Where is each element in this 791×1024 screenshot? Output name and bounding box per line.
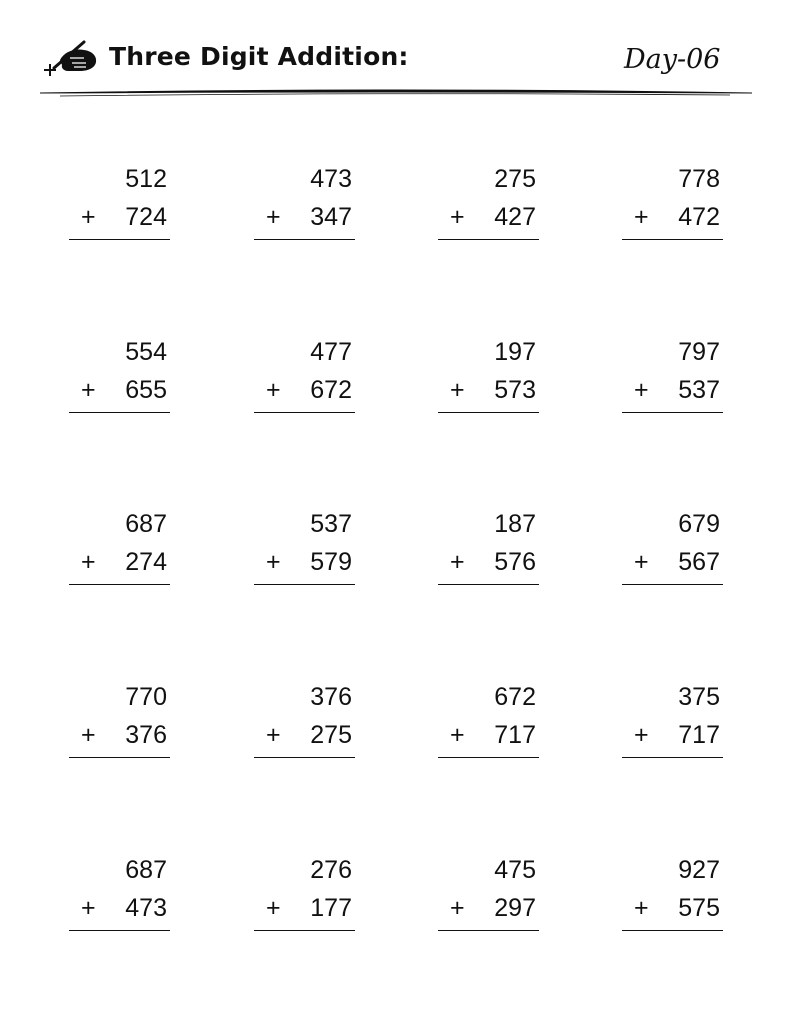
bottom-addend: 579 xyxy=(310,548,352,576)
answer-line xyxy=(438,930,539,931)
addition-problem xyxy=(254,682,364,772)
bottom-addend: 347 xyxy=(310,203,352,231)
bottom-addend: 576 xyxy=(494,548,536,576)
answer-line xyxy=(69,412,170,413)
addition-problem xyxy=(438,164,548,254)
answer-line xyxy=(254,584,355,585)
top-addend: 687 xyxy=(125,510,167,538)
plus-sign: + xyxy=(450,376,465,404)
plus-sign: + xyxy=(450,894,465,922)
addition-problem xyxy=(69,682,179,772)
answer-line xyxy=(254,930,355,931)
top-addend: 672 xyxy=(494,683,536,711)
addition-problem xyxy=(438,509,548,599)
bottom-addend: 537 xyxy=(678,376,720,404)
addition-problem xyxy=(438,337,548,427)
addition-problem xyxy=(622,855,732,945)
bottom-addend: 472 xyxy=(678,203,720,231)
plus-sign: + xyxy=(81,203,96,231)
answer-line xyxy=(438,757,539,758)
addition-problem xyxy=(254,164,364,254)
plus-sign: + xyxy=(81,548,96,576)
answer-line xyxy=(69,930,170,931)
plus-sign: + xyxy=(266,721,281,749)
day-label: Day-06 xyxy=(624,44,721,75)
top-addend: 375 xyxy=(678,683,720,711)
addition-problem xyxy=(69,337,179,427)
top-addend: 275 xyxy=(494,165,536,193)
bottom-addend: 275 xyxy=(310,721,352,749)
addition-problem xyxy=(622,509,732,599)
addition-problem xyxy=(69,164,179,254)
addition-problem xyxy=(438,682,548,772)
plus-sign: + xyxy=(450,203,465,231)
bottom-addend: 297 xyxy=(494,894,536,922)
top-addend: 187 xyxy=(494,510,536,538)
top-addend: 927 xyxy=(678,856,720,884)
addition-problem xyxy=(438,855,548,945)
answer-line xyxy=(438,412,539,413)
plus-sign: + xyxy=(81,376,96,404)
answer-line xyxy=(254,239,355,240)
answer-line xyxy=(69,239,170,240)
plus-sign: + xyxy=(266,203,281,231)
bottom-addend: 672 xyxy=(310,376,352,404)
top-addend: 197 xyxy=(494,338,536,366)
answer-line xyxy=(254,412,355,413)
bottom-addend: 177 xyxy=(310,894,352,922)
answer-line xyxy=(254,757,355,758)
bottom-addend: 575 xyxy=(678,894,720,922)
plus-sign: + xyxy=(266,376,281,404)
bottom-addend: 274 xyxy=(125,548,167,576)
bottom-addend: 717 xyxy=(678,721,720,749)
top-addend: 537 xyxy=(310,510,352,538)
plus-sign: + xyxy=(450,721,465,749)
bottom-addend: 473 xyxy=(125,894,167,922)
bottom-addend: 655 xyxy=(125,376,167,404)
top-addend: 778 xyxy=(678,165,720,193)
answer-line xyxy=(438,239,539,240)
addition-problem xyxy=(622,337,732,427)
plus-sign: + xyxy=(634,721,649,749)
plus-sign: + xyxy=(634,376,649,404)
answer-line xyxy=(622,412,723,413)
top-addend: 687 xyxy=(125,856,167,884)
plus-sign: + xyxy=(450,548,465,576)
answer-line xyxy=(438,584,539,585)
answer-line xyxy=(622,239,723,240)
plus-sign: + xyxy=(634,548,649,576)
addition-problem xyxy=(69,509,179,599)
answer-line xyxy=(622,930,723,931)
addition-problem xyxy=(622,164,732,254)
page-title: Three Digit Addition: xyxy=(109,42,409,71)
plus-sign: + xyxy=(634,203,649,231)
bottom-addend: 717 xyxy=(494,721,536,749)
addition-problem xyxy=(254,509,364,599)
addition-problem xyxy=(254,337,364,427)
plus-sign: + xyxy=(81,894,96,922)
top-addend: 512 xyxy=(125,165,167,193)
top-addend: 276 xyxy=(310,856,352,884)
top-addend: 797 xyxy=(678,338,720,366)
top-addend: 770 xyxy=(125,683,167,711)
addition-problem xyxy=(254,855,364,945)
plus-sign: + xyxy=(266,894,281,922)
plus-sign: + xyxy=(634,894,649,922)
bottom-addend: 573 xyxy=(494,376,536,404)
plus-sign: + xyxy=(81,721,96,749)
bottom-addend: 724 xyxy=(125,203,167,231)
top-addend: 554 xyxy=(125,338,167,366)
addition-problem xyxy=(622,682,732,772)
answer-line xyxy=(622,584,723,585)
answer-line xyxy=(69,584,170,585)
addition-problem xyxy=(69,855,179,945)
bottom-addend: 376 xyxy=(125,721,167,749)
bottom-addend: 427 xyxy=(494,203,536,231)
bottom-addend: 567 xyxy=(678,548,720,576)
top-addend: 376 xyxy=(310,683,352,711)
top-addend: 477 xyxy=(310,338,352,366)
top-addend: 475 xyxy=(494,856,536,884)
top-addend: 679 xyxy=(678,510,720,538)
answer-line xyxy=(69,757,170,758)
answer-line xyxy=(622,757,723,758)
top-addend: 473 xyxy=(310,165,352,193)
plus-sign: + xyxy=(266,548,281,576)
